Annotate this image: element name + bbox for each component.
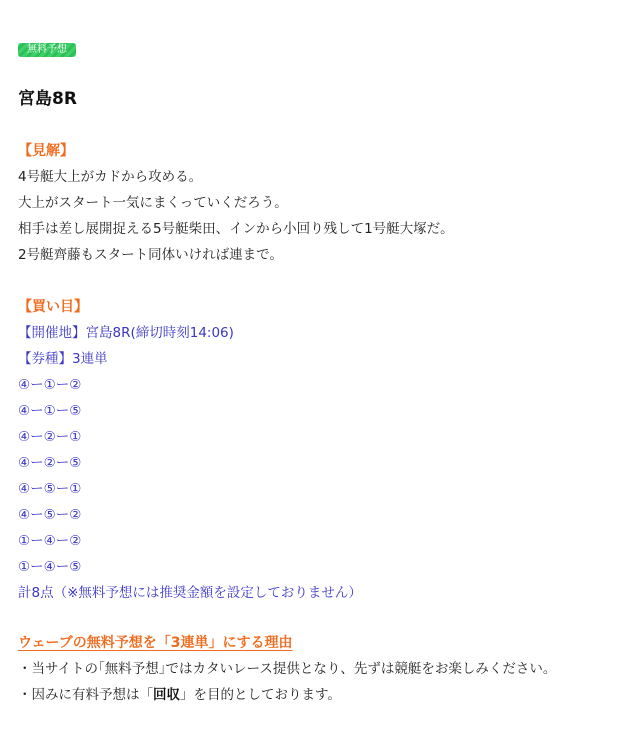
bet-combination: ④ー②ー⑤ [18, 455, 82, 471]
bet-combination: ④ー⑤ー① [18, 481, 82, 497]
bet-combination: ①ー④ー② [18, 533, 82, 549]
reason-title: ウェーブの無料予想を「3連単」にする理由 [18, 635, 293, 651]
bet-combination: ④ー②ー① [18, 429, 82, 445]
opinion-line: 大上がスタート一気にまくっていくだろう。 [18, 195, 288, 211]
race-title: 宮島8R [18, 89, 77, 109]
reason-line: ・当サイトの｢無料予想｣ではカタいレース提供となり、先ずは競艇をお楽しみください。 [18, 661, 557, 677]
bet-combination: ④ー⑤ー② [18, 507, 82, 523]
bet-combination: ①ー④ー⑤ [18, 559, 82, 575]
reason-line [18, 685, 341, 705]
free-prediction-badge: 無料予想 [18, 43, 76, 57]
bet-combination: ④ー①ー⑤ [18, 403, 82, 419]
bet-type: 【券種】3連単 [18, 351, 108, 367]
bet-combination: ④ー①ー② [18, 377, 82, 393]
picks-total: 計8点（※無料予想には推奨金額を設定しておりません） [18, 585, 362, 601]
opinion-line: 4号艇大上がカドから攻める。 [18, 169, 203, 185]
venue-info: 【開催地】宮島8R(締切時刻14:06) [18, 325, 234, 341]
opinion-line: 2号艇齊藤もスタート同体いければ連まで。 [18, 247, 283, 263]
reason-line-emphasis: 回収 [153, 687, 180, 703]
picks-heading: 【買い目】 [18, 299, 88, 315]
reason-line-prefix: ・因みに有料予想は「 [18, 687, 153, 703]
opinion-heading: 【見解】 [18, 143, 74, 159]
opinion-line: 相手は差し展開捉える5号艇柴田、インから小回り残して1号艇大塚だ。 [18, 221, 454, 237]
reason-line-suffix: 」を目的としております。 [180, 687, 341, 703]
